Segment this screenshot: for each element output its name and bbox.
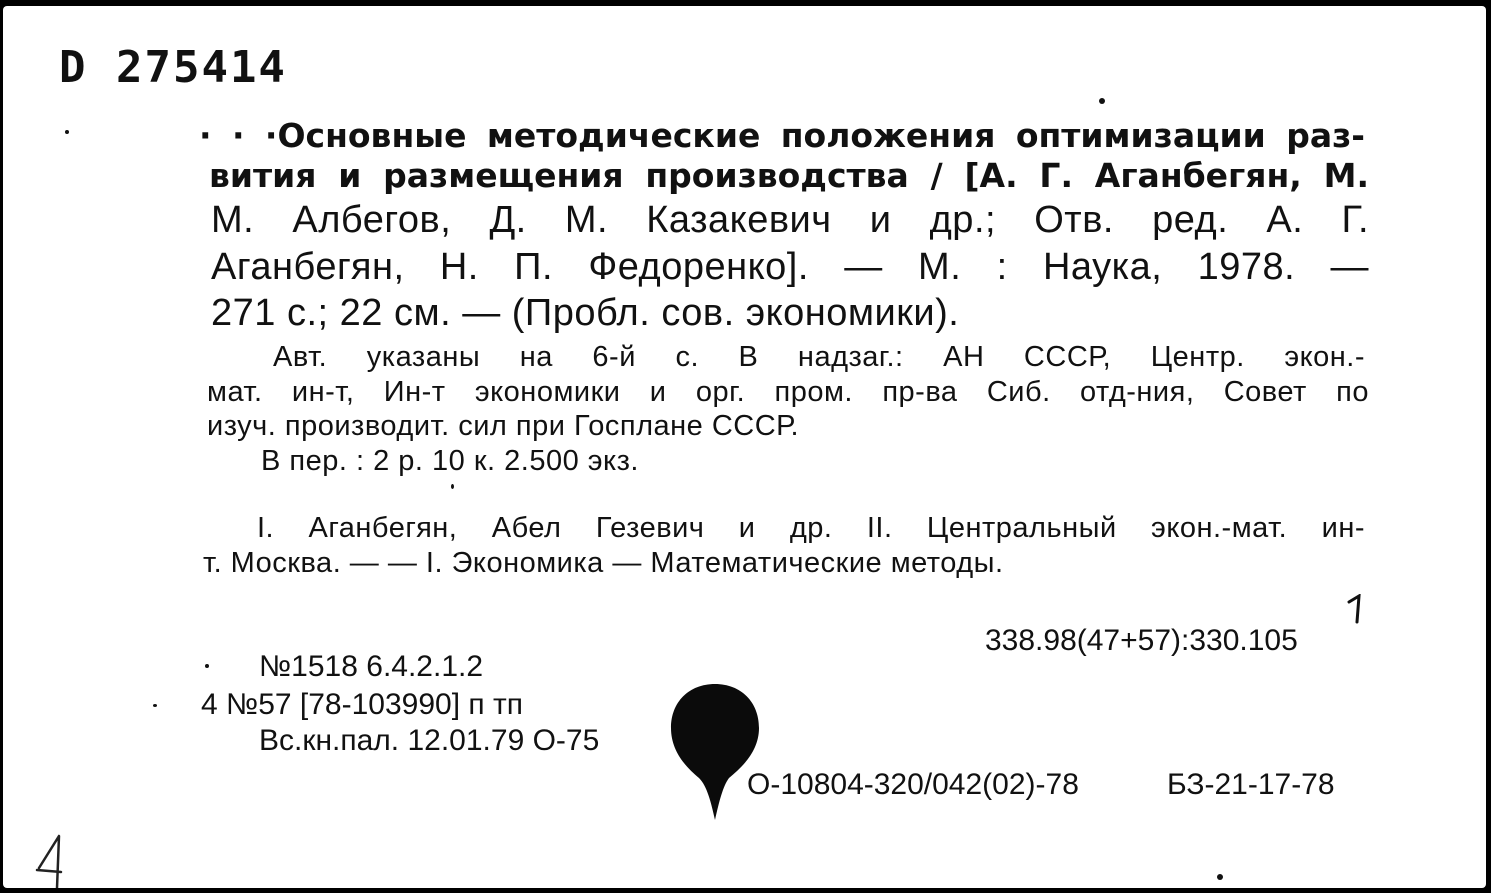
print-order-code: БЗ-21-17-78: [1167, 768, 1335, 801]
description-line-3: М. Албегов, Д. М. Казакевич и др.; Отв. ред. А. Г.: [211, 199, 1369, 241]
catalog-card: [3, 6, 1486, 888]
handwritten-number-1: [33, 832, 71, 888]
description-line-5: 271 с.; 22 см. — (Пробл. сов. экономики).: [211, 292, 960, 334]
handwritten-correction-mark: [1345, 594, 1369, 624]
shelf-mark: D 275414: [59, 42, 287, 93]
speck: [1217, 874, 1223, 880]
speck: [451, 484, 454, 489]
registry-number: №1518 6.4.2.1.2: [259, 650, 484, 683]
order-number: 4 №57 [78-103990] п тп: [201, 688, 523, 721]
tracing-line-1: I. Аганбегян, Абел Гезевич и др. II. Центральный экон.-мат. ин-: [257, 512, 1365, 544]
tracing-line-2: т. Москва. — — I. Экономика — Математические методы.: [203, 547, 1004, 579]
bbk-code: О-10804-320/042(02)-78: [747, 768, 1079, 801]
note-line-1: Авт. указаны на 6-й с. В надзаг.: АН СССР, Центр. экон.-: [273, 341, 1365, 373]
price-line: В пер. : 2 р. 10 к. 2.500 экз.: [261, 445, 639, 477]
speck: [65, 130, 69, 134]
speck: [1099, 98, 1105, 104]
title-line-1: · · ·Основные методические положения оптимизации раз-: [199, 116, 1365, 155]
note-line-3: изуч. производит. сил при Госплане СССР.: [207, 410, 800, 442]
title-line-2: вития и размещения производства / [А. Г. Аганбегян, М.: [209, 156, 1369, 195]
udc-code: 338.98(47+57):330.105: [985, 624, 1298, 657]
speck: [205, 664, 209, 668]
chamber-date: Вс.кн.пал. 12.01.79 О-75: [259, 724, 600, 757]
speck: [153, 704, 157, 707]
note-line-2: мат. ин-т, Ин-т экономики и орг. пром. пр-ва Сиб. отд-ния, Совет по: [207, 376, 1369, 408]
ink-blot: [669, 682, 761, 822]
description-line-4: Аганбегян, Н. П. Федоренко]. — М. : Наука, 1978. —: [211, 246, 1369, 288]
